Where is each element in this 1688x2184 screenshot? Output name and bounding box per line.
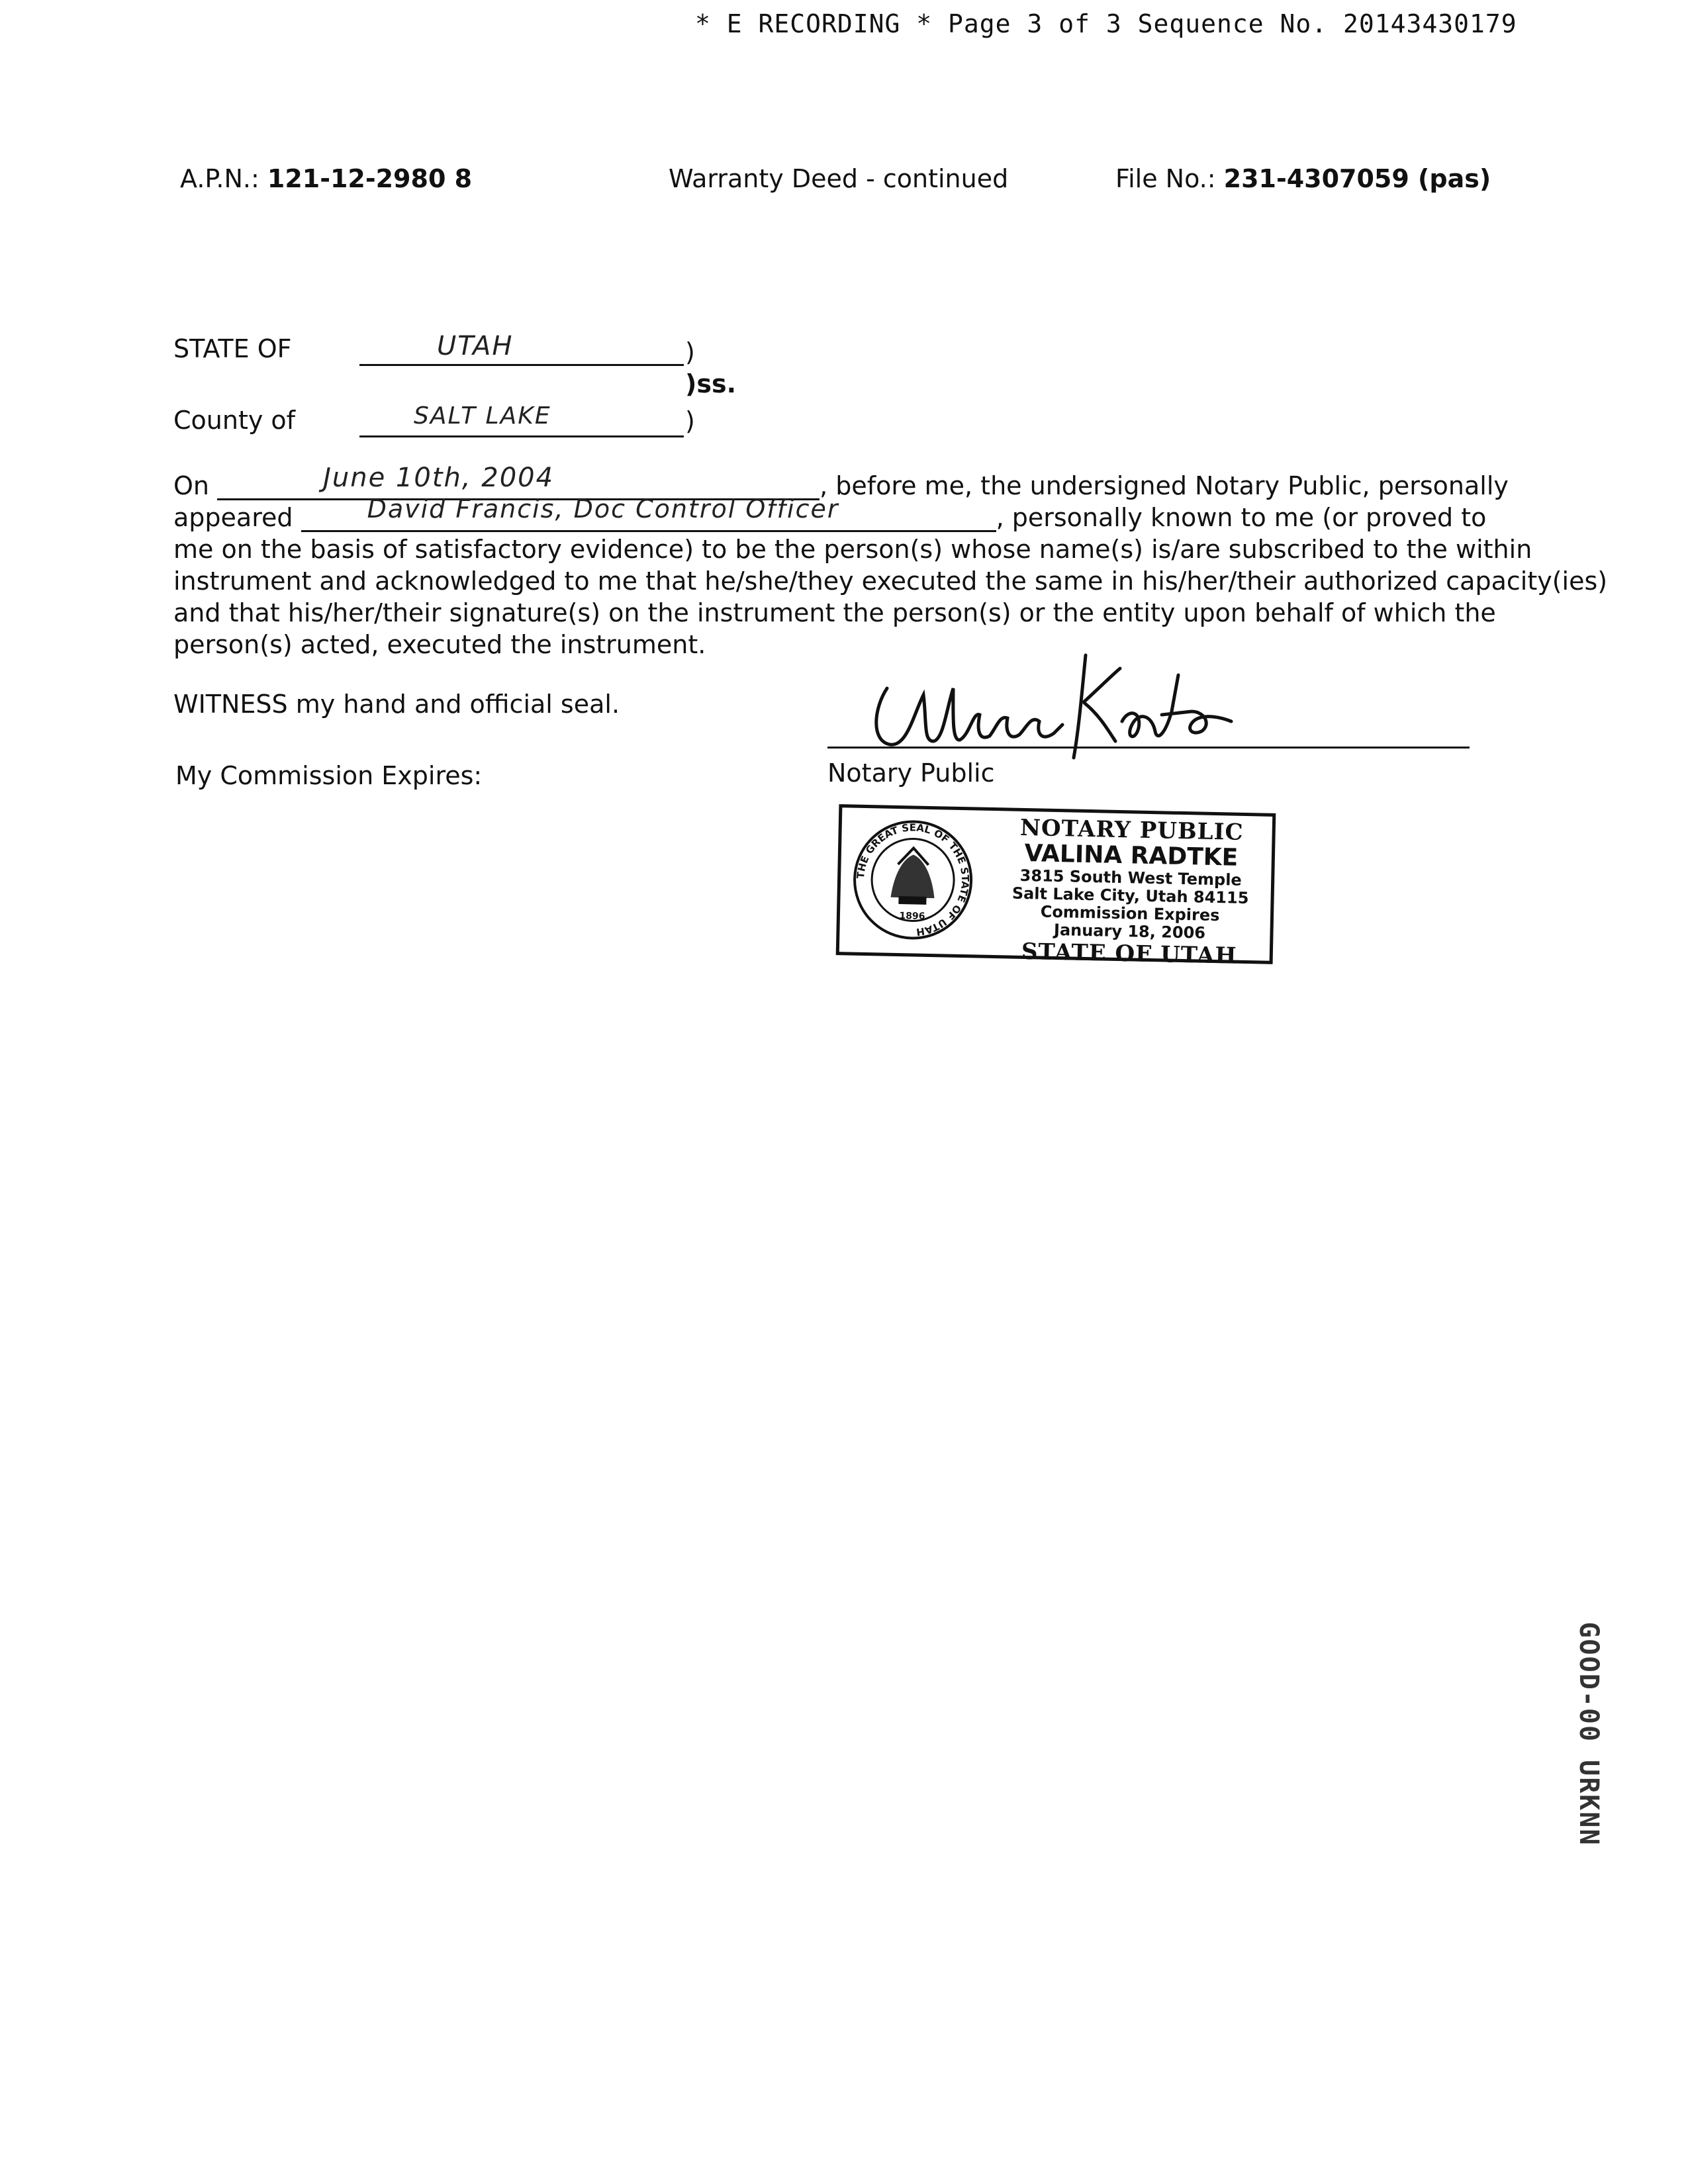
ack-line-1-rest: , before me, the undersigned Notary Public, personally [820,471,1509,500]
apn-label: A.P.N.: [180,164,267,193]
file-label: File No.: [1115,164,1224,193]
ack-line-5: and that his/her/their signature(s) on the instrument the person(s) or the entity upon behalf of which the [173,598,1496,627]
stamp-line-1: NOTARY PUBLIC [1019,814,1244,846]
notary-signature [861,649,1258,761]
file-number-field [1115,164,1491,193]
seal-year: 1896 [899,911,925,922]
commission-expires-label: My Commission Expires: [175,761,483,790]
witness-statement: WITNESS my hand and official seal. [173,690,620,719]
appeared-label: appeared [173,503,293,532]
ack-line-4: instrument and acknowledged to me that he/she/they executed the same in his/her/their authorized capacity(ies) [173,567,1608,596]
apn-field [180,164,472,193]
apn-value: 121-12-2980 8 [267,164,473,193]
signature-line [827,747,1470,749]
stamp-address-1: 3815 South West Temple [1019,866,1243,889]
ss-label: )ss. [685,369,737,398]
state-label: STATE OF [173,334,292,363]
date-value: June 10th, 2004 [323,463,555,493]
side-mark-text: GOOD-00 URKNN [1573,1621,1604,1846]
seal-text: THE GREAT SEAL OF THE STATE OF UTAH [854,821,972,938]
appeared-blank [301,494,996,532]
stamp-commission-label: Commission Expires [1040,902,1220,925]
stamp-text [990,815,1271,970]
ack-line-3: me on the basis of satisfactory evidence) to be the person(s) whose name(s) is/are subscribed to the within [173,535,1532,564]
deed-title: Warranty Deed - continued [669,164,1009,193]
state-line [359,330,684,366]
stamp-commission-date: January 18, 2006 [1053,920,1206,942]
ack-line-6: person(s) acted, executed the instrument. [173,630,706,659]
stamp-notary-name: VALINA RADTKE [1024,840,1239,872]
ack-line-2 [173,494,1487,535]
on-label: On [173,471,209,500]
state-paren: ) [685,338,695,367]
appeared-value: David Francis, Doc Control Officer [367,494,839,523]
recording-header: * E RECORDING * Page 3 of 3 Sequence No. 20143430179 [695,9,1517,38]
stamp-state: STATE OF UTAH [1021,938,1238,970]
county-paren: ) [685,406,695,435]
notary-public-label: Notary Public [827,758,995,788]
notary-stamp [836,804,1276,970]
state-seal-icon [850,817,976,943]
state-value: UTAH [437,331,514,361]
file-value: 231-4307059 (pas) [1223,164,1491,193]
stamp-address-2: Salt Lake City, Utah 84115 [1011,884,1249,908]
county-label: County of [173,406,296,435]
county-value: SALT LAKE [414,402,551,430]
ack-line-2-rest: , personally known to me (or proved to [996,503,1487,532]
side-margin-mark [1556,1602,1622,1866]
